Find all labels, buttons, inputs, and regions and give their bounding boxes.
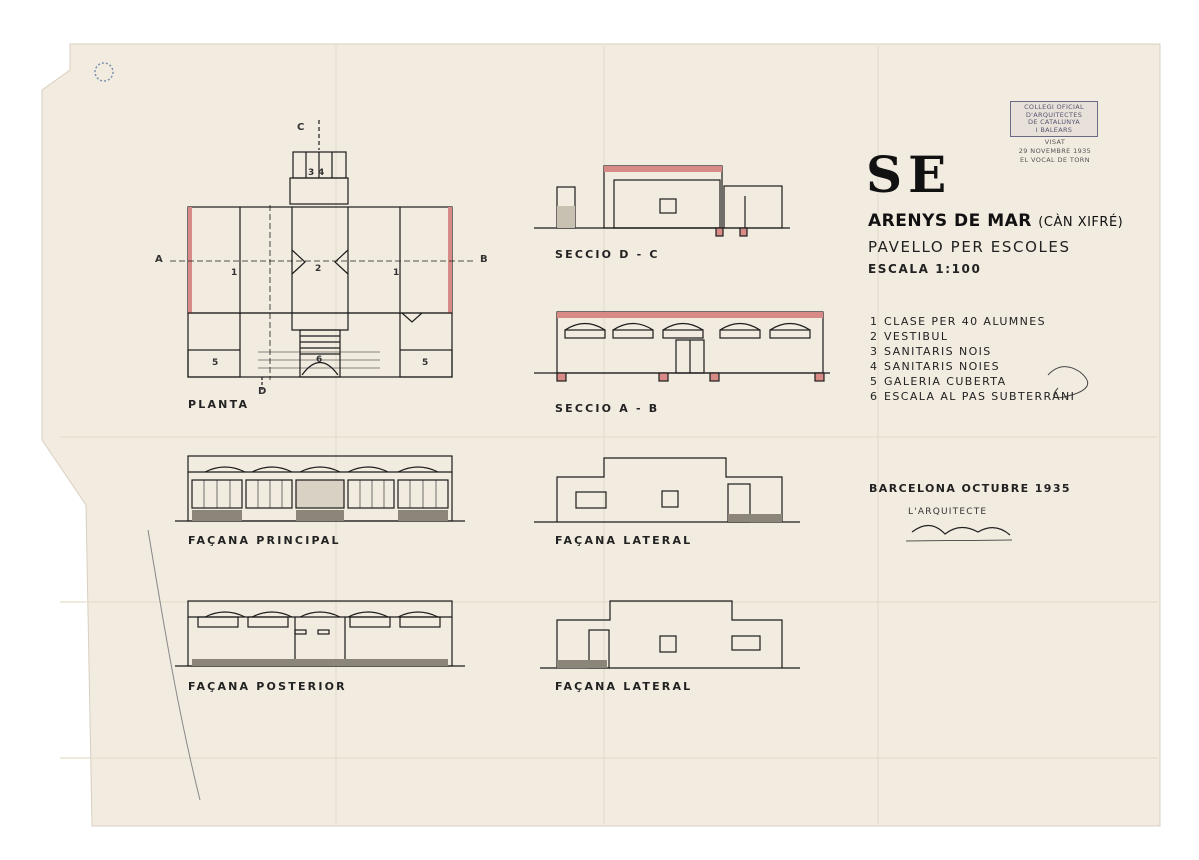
- place-date: BARCELONA OCTUBRE 1935: [869, 482, 1071, 495]
- project-title: [868, 211, 1123, 231]
- room-label-6: 6: [316, 355, 323, 365]
- room-label-1-right: 1: [393, 268, 400, 278]
- legend-text: GALERIA CUBERTA: [884, 375, 1007, 388]
- room-label-1-left: 1: [231, 268, 238, 278]
- label-facana-lateral-2: FAÇANA LATERAL: [555, 680, 693, 693]
- legend-item: [870, 359, 1075, 374]
- legend-item: [870, 374, 1075, 389]
- legend-num: 5: [870, 375, 879, 388]
- label-facana-posterior: FAÇANA POSTERIOR: [188, 680, 347, 693]
- stamp-line: DE CATALUNYA: [1027, 118, 1080, 126]
- room-label-2: 2: [315, 264, 322, 274]
- legend-num: 6: [870, 390, 879, 403]
- room-label-5-right: 5: [422, 358, 429, 368]
- stamp-date: 29 NOVEMBRE 1935: [1018, 147, 1092, 155]
- project-note: (CÀN XIFRÉ): [1038, 215, 1124, 230]
- legend-item: [870, 389, 1075, 404]
- architect-label: L'ARQUITECTE: [908, 507, 988, 517]
- legend-num: 2: [870, 330, 879, 343]
- plan-mark-a: A: [155, 254, 163, 265]
- stamp-visa: [1002, 138, 1108, 165]
- label-seccio-ab: SECCIO A - B: [555, 402, 660, 415]
- room-label-5-left: 5: [212, 358, 219, 368]
- plan-mark-d: D: [258, 386, 267, 397]
- room-legend: [870, 314, 1075, 404]
- room-label-3: 3: [308, 168, 315, 178]
- legend-text: VESTIBUL: [884, 330, 949, 343]
- project-subtitle: PAVELLO PER ESCOLES: [868, 238, 1071, 256]
- room-label-4: 4: [318, 168, 325, 178]
- legend-text: SANITARIS NOIS: [884, 345, 992, 358]
- legend-item: [870, 344, 1075, 359]
- stamp-vocal: EL VOCAL DE TORN: [1020, 156, 1090, 164]
- legend-item: [870, 314, 1075, 329]
- legend-text: ESCALA AL PAS SUBTERRANI: [884, 390, 1076, 403]
- college-stamp: [1010, 101, 1098, 137]
- stamp-line: COLLEGI OFICIAL: [1024, 103, 1084, 111]
- sheet-code: SE: [866, 145, 953, 204]
- legend-num: 3: [870, 345, 879, 358]
- drawing-scale: ESCALA 1:100: [868, 262, 982, 276]
- legend-text: CLASE PER 40 ALUMNES: [884, 315, 1047, 328]
- project-name: ARENYS DE MAR: [868, 211, 1032, 231]
- stamp-visat: VISAT: [1044, 138, 1066, 146]
- stamp-line: D'ARQUITECTES: [1025, 110, 1083, 119]
- paper-background: [42, 44, 1160, 826]
- legend-item: [870, 329, 1075, 344]
- legend-num: 1: [870, 315, 879, 328]
- label-seccio-dc: SECCIO D - C: [555, 248, 660, 261]
- plan-mark-c: C: [297, 122, 305, 133]
- legend-num: 4: [870, 360, 879, 373]
- label-facana-principal: FAÇANA PRINCIPAL: [188, 534, 341, 547]
- legend-text: SANITARIS NOIES: [884, 360, 1001, 373]
- stamp-line: I BALEARS: [1035, 125, 1073, 134]
- label-facana-lateral-1: FAÇANA LATERAL: [555, 534, 693, 547]
- label-planta: PLANTA: [188, 398, 250, 411]
- plan-mark-b: B: [480, 254, 488, 265]
